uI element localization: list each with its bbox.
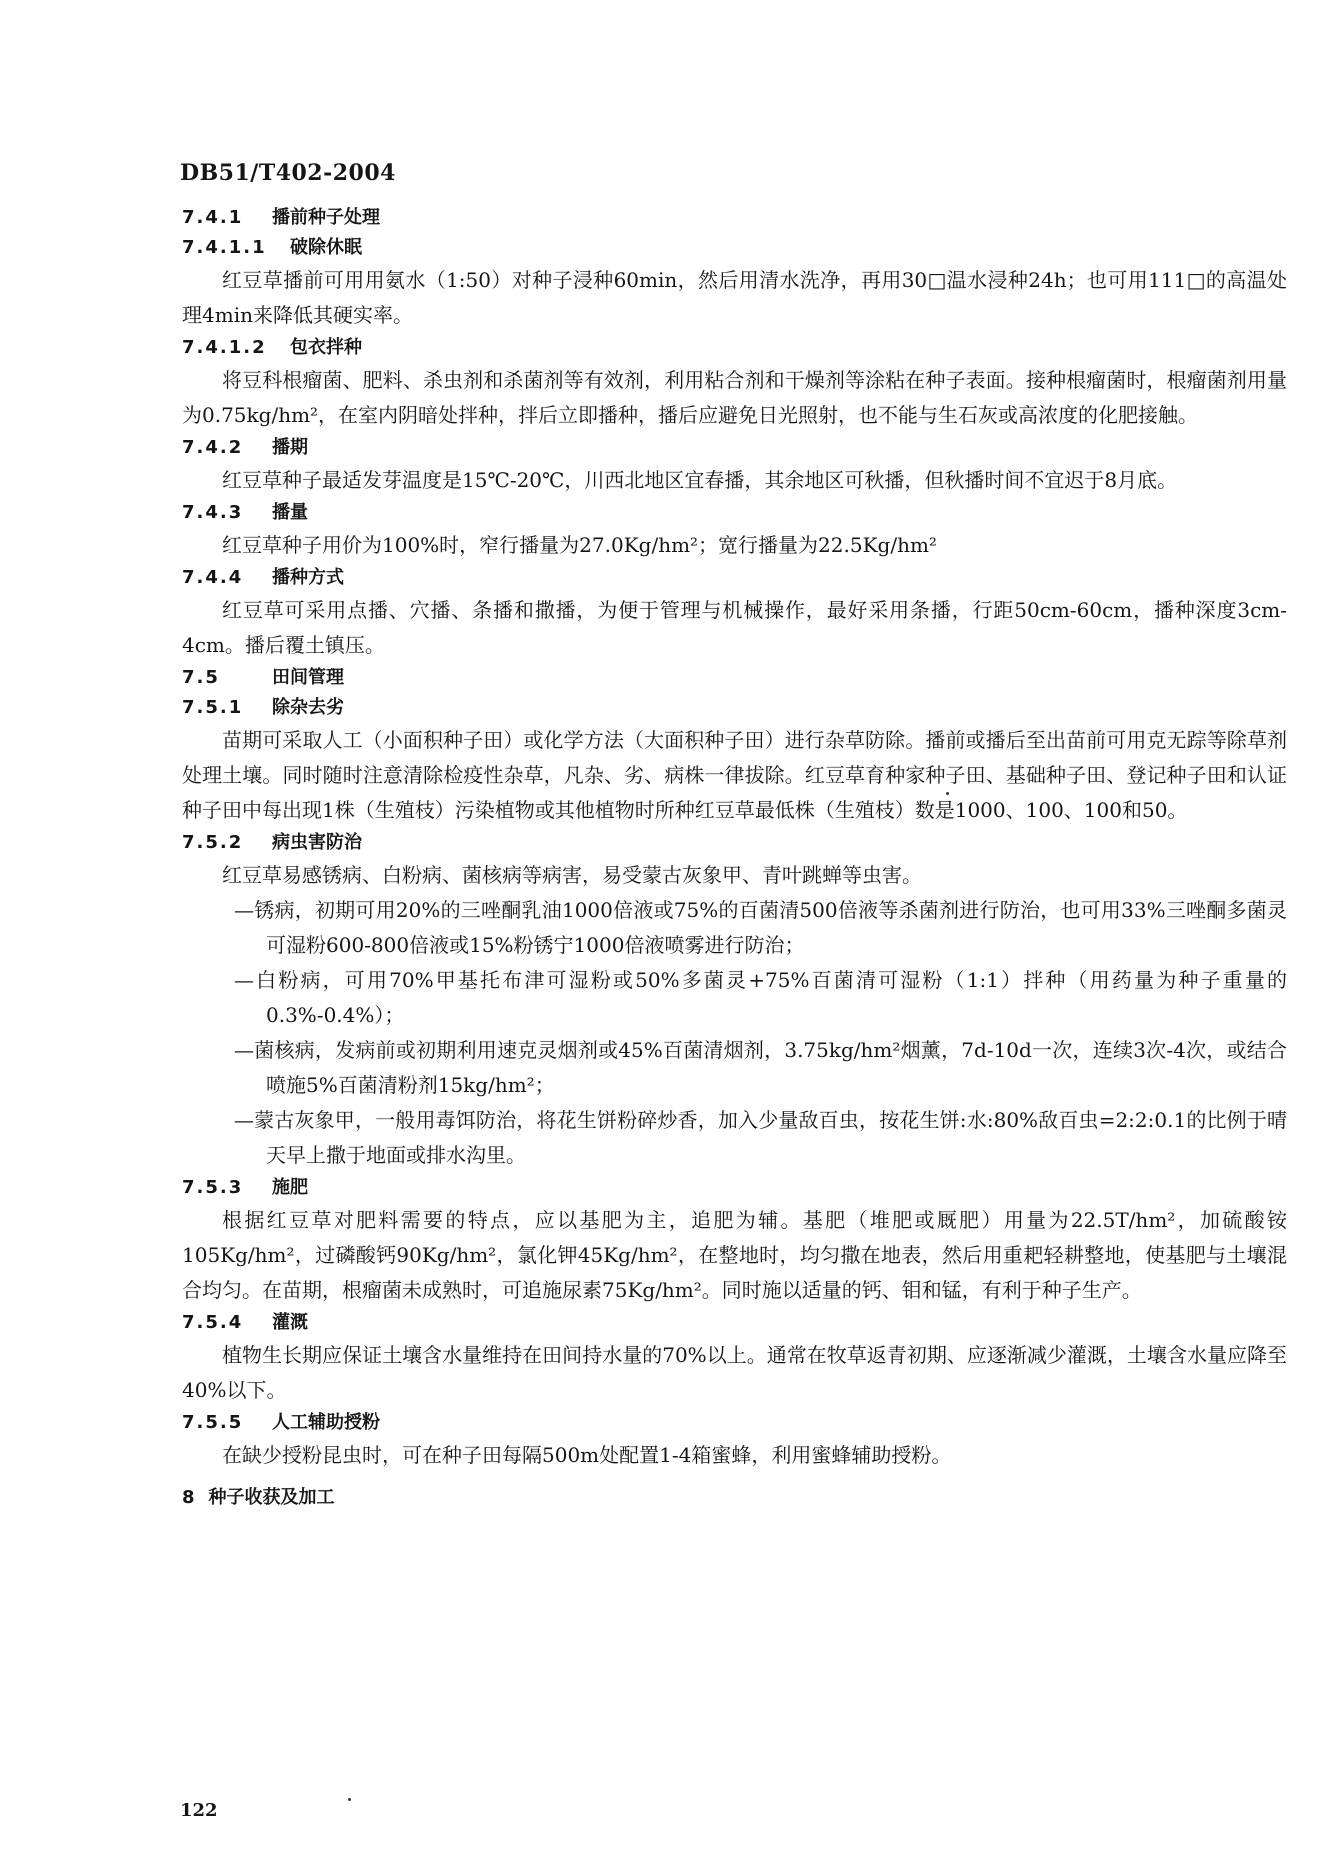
paragraph: 红豆草可采用点播、穴播、条播和撒播，为便于管理与机械操作，最好采用条播，行距50cm-60cm，播种深度3cm-4cm。播后覆土镇压。 xyxy=(182,598,1287,657)
section-number: 7.4.1 xyxy=(182,207,244,228)
section-title: 播前种子处理 xyxy=(272,207,380,228)
list-item: —蒙古灰象甲，一般用毒饵防治，将花生饼粉碎炒香，加入少量敌百虫，按花生饼:水:80%敌百虫=2:2:0.1的比例于晴天早上撒于地面或排水沟里。 xyxy=(234,1108,1287,1167)
page-number: 122 xyxy=(180,1800,218,1821)
section-title: 播种方式 xyxy=(272,567,344,588)
paragraph: 红豆草种子最适发芽温度是15℃-20℃，川西北地区宜春播，其余地区可秋播，但秋播时间不宜迟于8月底。 xyxy=(222,468,1178,492)
paragraph: 根据红豆草对肥料需要的特点，应以基肥为主，追肥为辅。基肥（堆肥或厩肥）用量为22.5T/hm²，加硫酸铵105Kg/hm²，过磷酸钙90Kg/hm²，氯化钾45Kg/hm²，在整地时，均匀撒在地表，然后用重耙轻耕整地，使基肥与土壤混合均匀。在苗期，根瘤菌未成熟时，可追施尿素75Kg/hm²。同时施以适量的钙、钼和锰，有利于种子生产。 xyxy=(182,1208,1287,1302)
section-number: 7.4.3 xyxy=(182,502,244,523)
paragraph: 红豆草播前可用用氨水（1:50）对种子浸种60min，然后用清水洗净，再用30□温水浸种24h；也可用111□的高温处理4min来降低其硬实率。 xyxy=(182,268,1287,327)
section-heading xyxy=(182,433,1287,463)
section-number: 7.5 xyxy=(182,667,220,688)
section-title: 播量 xyxy=(272,502,308,523)
section-heading xyxy=(182,498,1287,528)
section-number: 7.4.1.1 xyxy=(182,237,267,258)
section-heading xyxy=(182,233,1287,263)
section-title: 除杂去劣 xyxy=(272,697,344,718)
section-number: 7.4.1.2 xyxy=(182,337,267,358)
list-item: —菌核病，发病前或初期利用速克灵烟剂或45%百菌清烟剂，3.75kg/hm²烟薰，7d-10d一次，连续3次-4次，或结合喷施5%百菌清粉剂15kg/hm²； xyxy=(234,1038,1287,1097)
section-number: 7.5.1 xyxy=(182,697,244,718)
section-number: 7.5.3 xyxy=(182,1177,244,1198)
section-heading xyxy=(182,828,1287,858)
section-title: 播期 xyxy=(272,437,308,458)
paragraph: 植物生长期应保证土壤含水量维持在田间持水量的70%以上。通常在牧草返青初期、应逐渐减少灌溉，土壤含水量应降至40%以下。 xyxy=(182,1343,1287,1402)
section-heading xyxy=(182,563,1287,593)
document-body xyxy=(182,203,1287,1513)
paragraph: 红豆草易感锈病、白粉病、菌核病等病害，易受蒙古灰象甲、青叶跳蝉等虫害。 xyxy=(222,863,922,887)
section-number: 8 xyxy=(182,1487,197,1508)
section-title: 灌溉 xyxy=(272,1312,308,1333)
paragraph: 将豆科根瘤菌、肥料、杀虫剂和杀菌剂等有效剂，利用粘合剂和干燥剂等涂粘在种子表面。接种根瘤菌时，根瘤菌剂用量为0.75kg/hm²，在室内阴暗处拌种，拌后立即播种，播后应避免日光照射，也不能与生石灰或高浓度的化肥接触。 xyxy=(182,368,1287,427)
section-heading xyxy=(182,663,1287,693)
section-title: 破除休眠 xyxy=(290,237,362,258)
document-code: DB51/T402-2004 xyxy=(180,160,396,186)
section-title: 病虫害防治 xyxy=(272,832,362,853)
section-number: 7.4.2 xyxy=(182,437,244,458)
section-number: 7.5.5 xyxy=(182,1412,244,1433)
paragraph: 在缺少授粉昆虫时，可在种子田每隔500m处配置1-4箱蜜蜂，利用蜜蜂辅助授粉。 xyxy=(222,1443,952,1467)
section-number: 7.5.4 xyxy=(182,1312,244,1333)
section-heading xyxy=(182,693,1287,723)
section-title: 包衣拌种 xyxy=(290,337,362,358)
section-heading xyxy=(182,1173,1287,1203)
paragraph: 红豆草种子用价为100%时，窄行播量为27.0Kg/hm²；宽行播量为22.5Kg/hm² xyxy=(222,533,937,557)
list-item: —白粉病，可用70%甲基托布津可湿粉或50%多菌灵+75%百菌清可湿粉（1:1）拌种（用药量为种子重量的0.3%-0.4%）； xyxy=(234,968,1287,1027)
section-number: 7.5.2 xyxy=(182,832,244,853)
section-gap xyxy=(182,1473,1287,1483)
section-heading xyxy=(182,1308,1287,1338)
section-title: 施肥 xyxy=(272,1177,308,1198)
scan-speck xyxy=(946,792,949,795)
section-title: 人工辅助授粉 xyxy=(272,1412,380,1433)
section-heading xyxy=(182,333,1287,363)
section-title: 田间管理 xyxy=(272,667,344,688)
section-title: 种子收获及加工 xyxy=(208,1487,335,1508)
section-heading xyxy=(182,203,1287,233)
scan-speck xyxy=(348,1798,351,1801)
section-number: 7.4.4 xyxy=(182,567,244,588)
list-item: —锈病，初期可用20%的三唑酮乳油1000倍液或75%的百菌清500倍液等杀菌剂进行防治，也可用33%三唑酮多菌灵可湿粉600-800倍液或15%粉锈宁1000倍液喷雾进行防治； xyxy=(234,898,1287,957)
section-heading xyxy=(182,1408,1287,1438)
section-heading xyxy=(182,1483,1287,1513)
paragraph: 苗期可采取人工（小面积种子田）或化学方法（大面积种子田）进行杂草防除。播前或播后至出苗前可用克无踪等除草剂处理土壤。同时随时注意清除检疫性杂草，凡杂、劣、病株一律拔除。红豆草育种家种子田、基础种子田、登记种子田和认证种子田中每出现1株（生殖枝）污染植物或其他植物时所种红豆草最低株（生殖枝）数是1000、100、100和50。 xyxy=(182,728,1287,822)
